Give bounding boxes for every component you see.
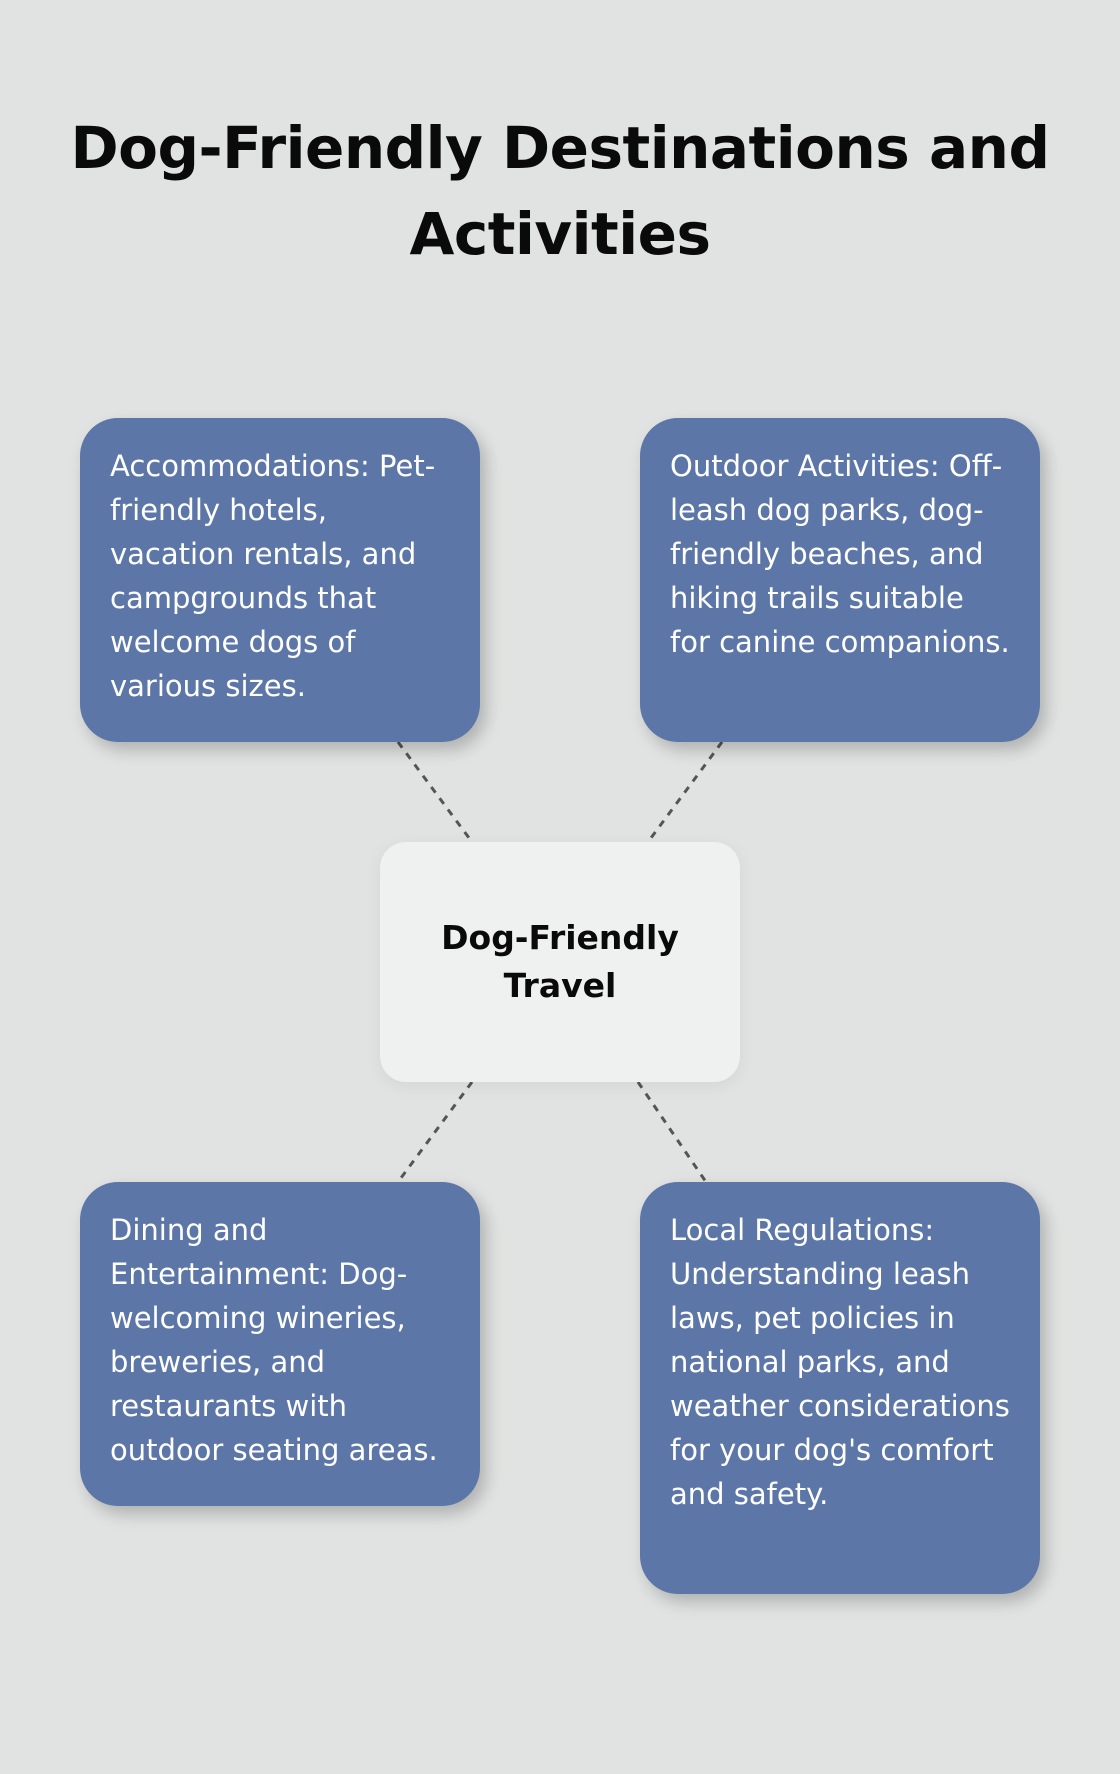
center-node [380,842,740,1082]
connector-dining [398,1082,472,1182]
card-dining-entertainment-text: Dining and Entertainment: Dog-welcoming wineries, breweries, and restaurants with outdoor seating areas. [110,1213,438,1467]
card-outdoor-activities-text: Outdoor Activities: Off-leash dog parks, dog-friendly beaches, and hiking trails suitable for canine companions. [670,449,1010,659]
connector-local-regulations [638,1082,706,1182]
connector-accommodations [398,742,472,842]
card-dining-entertainment [80,1182,480,1506]
card-accommodations-text: Accommodations: Pet-friendly hotels, vacation rentals, and campgrounds that welcome dogs of various sizes. [110,449,436,703]
card-outdoor-activities [640,418,1040,742]
card-local-regulations-text: Local Regulations: Understanding leash laws, pet policies in national parks, and weather considerations for your dog's comfort and safety. [670,1213,1010,1511]
page-title: Dog-Friendly Destinations and Activities [70,114,1050,268]
card-accommodations [80,418,480,742]
center-node-label: Dog-Friendly Travel [441,918,679,1005]
card-local-regulations [640,1182,1040,1594]
connector-outdoor-activities [648,742,722,842]
